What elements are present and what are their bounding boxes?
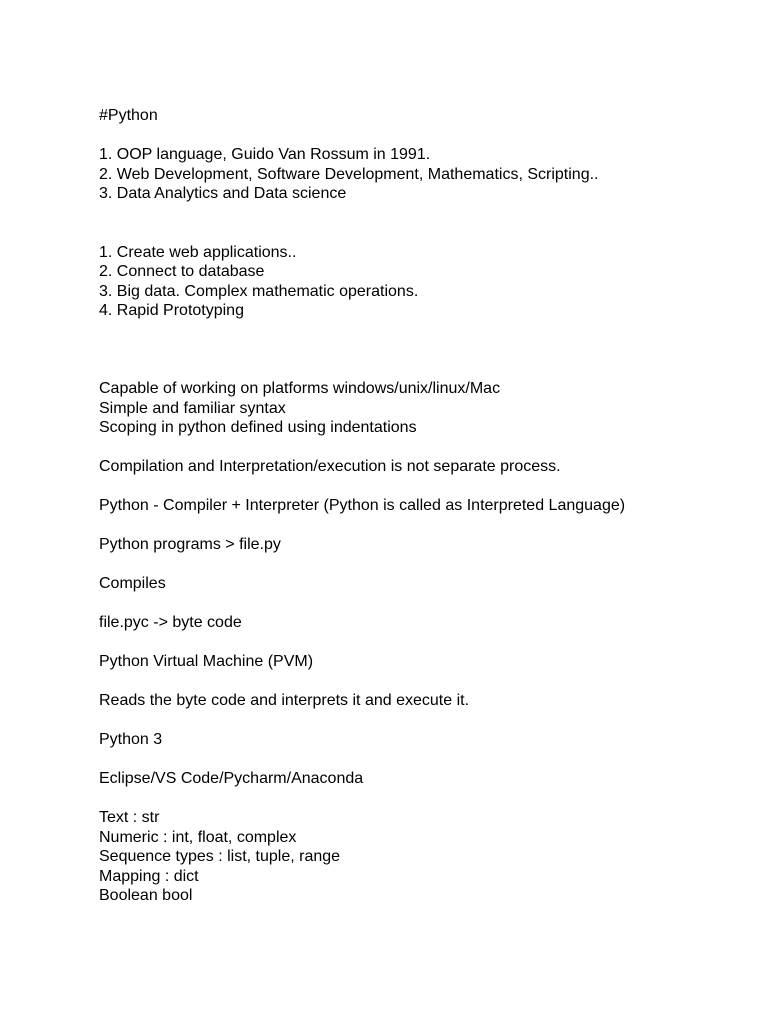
spacer [99,321,719,380]
data-type-line: Mapping : dict [99,867,199,885]
intro-list [99,145,719,204]
spacer [99,438,719,458]
feature-line: Simple and familiar syntax [99,399,286,417]
spacer [99,633,719,653]
ides-note: Eclipse/VS Code/Pycharm/Anaconda [99,770,364,787]
features-list [99,379,719,438]
spacer [99,711,719,731]
spacer [99,594,719,614]
compiles-note: Compiles [99,575,166,592]
uses-list [99,243,719,321]
version-note: Python 3 [99,731,163,748]
spacer [99,555,719,575]
data-types-list [99,808,719,906]
data-type-line: Numeric : int, float, complex [99,828,297,846]
spacer [99,204,719,243]
list-item: 1. OOP language, Guido Van Rossum in 1991. [99,146,431,163]
document-heading: #Python [99,107,158,124]
spacer [99,789,719,809]
document-body [99,106,719,906]
pvm-description: Reads the byte code and interprets it and execute it. [99,692,470,709]
spacer [99,750,719,770]
spacer [99,672,719,692]
compiler-interpreter-note: Python - Compiler + Interpreter (Python is called as Interpreted Language) [99,497,626,514]
list-item: 2. Connect to database [99,263,265,280]
bytecode-note: file.pyc -> byte code [99,614,242,631]
feature-line: Capable of working on platforms windows/unix/linux/Mac [99,380,501,397]
spacer [99,516,719,536]
list-item: 2. Web Development, Software Development, Mathematics, Scripting.. [99,165,599,183]
feature-line: Scoping in python defined using indentations [99,419,417,436]
programs-note: Python programs > file.py [99,536,281,553]
data-type-line: Boolean bool [99,887,193,904]
spacer [99,126,719,146]
list-item: 4. Rapid Prototyping [99,302,244,319]
list-item: 3. Big data. Complex mathematic operations. [99,282,419,300]
list-item: 1. Create web applications.. [99,243,297,261]
list-item: 3. Data Analytics and Data science [99,185,347,202]
compilation-note: Compilation and Interpretation/execution is not separate process. [99,458,561,475]
data-type-line: Sequence types : list, tuple, range [99,848,341,865]
spacer [99,477,719,497]
pvm-note: Python Virtual Machine (PVM) [99,653,314,670]
data-type-line: Text : str [99,809,160,826]
